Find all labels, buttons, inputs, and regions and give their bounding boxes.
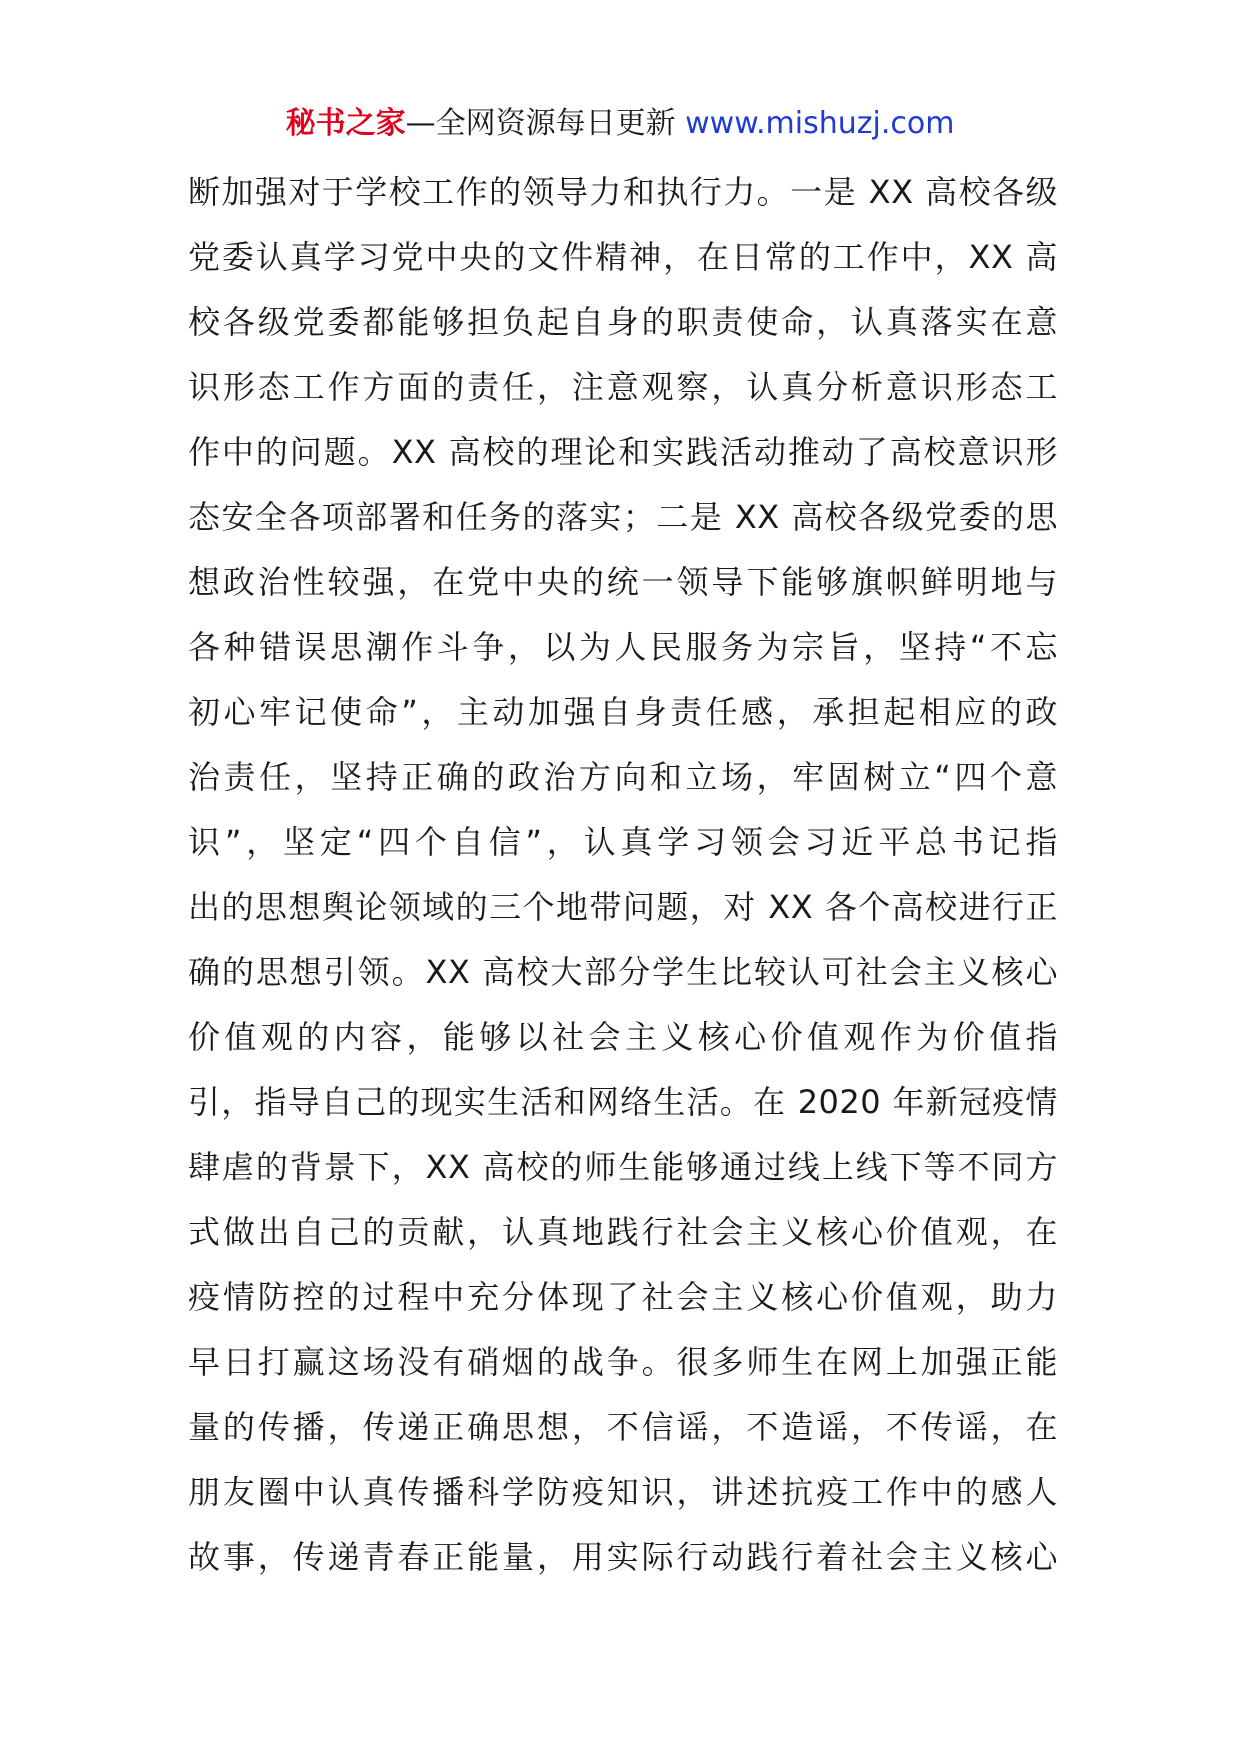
text-line: 识形态工作方面的责任，注意观察，认真分析意识形态工 — [188, 368, 1058, 406]
page-header — [0, 100, 1240, 148]
text-line: 态安全各项部署和任务的落实；二是 XX 高校各级党委的思 — [188, 498, 1058, 536]
text-line: 确的思想引领。XX 高校大部分学生比较认可社会主义核心 — [188, 953, 1058, 991]
text-line: 校各级党委都能够担负起自身的职责使命，认真落实在意 — [188, 303, 1058, 341]
text-line: 初心牢记使命”，主动加强自身责任感，承担起相应的政 — [188, 693, 1058, 731]
text-line: 引，指导自己的现实生活和网络生活。在 2020 年新冠疫情 — [188, 1083, 1058, 1121]
text-line: 朋友圈中认真传播科学防疫知识，讲述抗疫工作中的感人 — [188, 1473, 1058, 1511]
text-line: 断加强对于学校工作的领导力和执行力。一是 XX 高校各级 — [188, 173, 1058, 211]
body-text — [188, 160, 1058, 1590]
text-line: 价值观的内容，能够以社会主义核心价值观作为价值指 — [188, 1018, 1058, 1056]
header-brand: 秘书之家 — [285, 106, 406, 141]
text-line: 想政治性较强，在党中央的统一领导下能够旗帜鲜明地与 — [188, 563, 1058, 601]
text-line: 式做出自己的贡献，认真地践行社会主义核心价值观，在 — [188, 1213, 1058, 1251]
text-line: 疫情防控的过程中充分体现了社会主义核心价值观，助力 — [188, 1278, 1058, 1316]
text-line: 作中的问题。XX 高校的理论和实践活动推动了高校意识形 — [188, 433, 1058, 471]
header-url-link[interactable]: www.mishuzj.com — [685, 106, 955, 141]
text-line: 故事，传递青春正能量，用实际行动践行着社会主义核心 — [188, 1538, 1058, 1576]
text-line: 党委认真学习党中央的文件精神，在日常的工作中，XX 高 — [188, 238, 1058, 276]
header-tagline: —全网资源每日更新 — [405, 106, 676, 141]
text-line: 量的传播，传递正确思想，不信谣，不造谣，不传谣，在 — [188, 1408, 1058, 1446]
text-line: 早日打赢这场没有硝烟的战争。很多师生在网上加强正能 — [188, 1343, 1058, 1381]
text-line: 治责任，坚持正确的政治方向和立场，牢固树立“四个意 — [188, 758, 1058, 796]
text-line: 出的思想舆论领域的三个地带问题，对 XX 各个高校进行正 — [188, 888, 1058, 926]
text-line: 识”，坚定“四个自信”，认真学习领会习近平总书记指 — [188, 823, 1058, 861]
text-line: 肆虐的背景下，XX 高校的师生能够通过线上线下等不同方 — [188, 1148, 1058, 1186]
text-line: 各种错误思潮作斗争，以为人民服务为宗旨，坚持“不忘 — [188, 628, 1058, 666]
